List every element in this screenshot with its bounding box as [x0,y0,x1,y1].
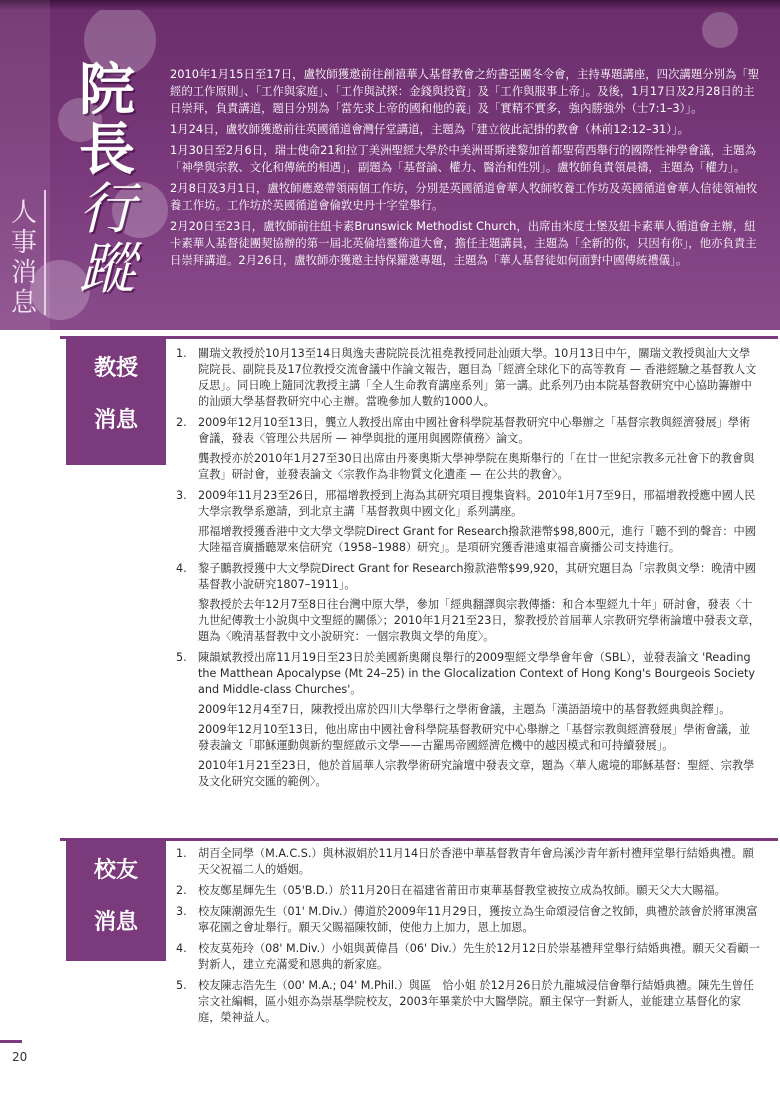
itinerary-paragraph: 2010年1月15日至17日，盧牧師獲邀前往創禧華人基督教會之約書亞團冬令會，主持專題講座，四次講題分別為「聖經的工作原則」、「工作與家庭」、「工作與試探：金錢與投資」及「工作與服事上帝」。及後，1月17日及2月28日的主日崇拜，負責講道，題目分別為「當先求上帝的國和他的義」及「實精不實多，強內勝強外（士7:1–3）」。 [170,67,760,115]
list-item: 1. 胡百全同學（M.A.C.S.）與林淑娟於11月14日於香港中華基督教青年會烏溪沙青年新村禮拜堂舉行結婚典禮。願天父祝福二人的婚姻。 [176,847,754,876]
faculty-news-tag: 教授 消息 [66,339,166,465]
list-item: 5. 校友陳志浩先生（00' M.A.; 04' M.Phil.）與區 恰小姐 於12月26日於九龍城浸信會舉行結婚典禮。陳先生曾任宗文社編輯，區小姐亦為崇基學院校友，2003年畢業於中大醫學院。願主保守一對新人，並能建立基督化的家庭，榮神益人。 [176,979,755,1024]
itinerary-paragraph: 1月30日至2月6日，瑞士使命21和拉丁美洲聖經大學於中美洲哥斯達黎加首都聖荷西舉行的國際性神學會議，主題為「神學與宗教、文化和傳統的相遇」，副題為「基督論、權力、醫治和性別」。盧牧師負責領晨禱，主題為「權力」。 [170,143,757,174]
list-item: 3. 校友陳潮源先生（01' M.Div.）傳道於2009年11月29日，獲按立為生命頌浸信會之牧師，典禮於該會於將軍澳富寧花園之會址舉行。願天父賜福陳牧師，使他力上加力，恩上加恩。 [176,905,758,934]
itinerary-paragraph: 2月8日及3月1日，盧牧師應邀帶領兩個工作坊，分別是英國循道會華人牧師牧養工作坊及英國循道會華人信徒領袖牧養工作坊。工作坊於英國循道會倫敦史丹十字堂舉行。 [170,181,758,212]
side-divider [44,190,46,315]
list-item: 3. 2009年11月23至26日，邢福增教授到上海為其研究項目搜集資料。2010年1月7至9日，邢福增教授應中國人民大學宗教學系邀請，到北京主講「基督教與中國文化」系列講座。 邢福增教授獲香港中文大學文學院Direct Grant for Research撥款港幣$98,800元，進行「聽不到的聲音：中國大陸福音廣播聽眾來信研究（1958–1988）研究」。是項研究獲香港遠東福音廣播公司支持進行。 [176,489,756,554]
top-shade [0,0,780,10]
itinerary-paragraph: 1月24日，盧牧師獲邀前往英國循道會灣仔堂講道，主題為「建立彼此記掛的教會（林前12:12–31）」。 [170,122,689,136]
list-item: 2. 2009年12月10至13日，龔立人教授出席由中國社會科學院基督教研究中心舉辦之「基督宗教與經濟發展」學術會議，發表〈管理公共居所 — 神學與批的運用與國際債務〉論文。 龔教授亦於2010年1月27至30日出席由丹麥奧斯大學神學院在奧斯舉行的「在廿一世紀宗教多元社會下的教會與宣教」研討會，並發表論文〈宗教作為非物質文化遺產 — 在公共的教會〉。 [176,416,755,481]
header-banner [0,0,780,330]
faculty-news-list [170,346,760,795]
list-item: 2. 校友鄭星輝先生（05'B.D.）於11月20日在福建省莆田市東華基督教堂被按立成為牧師。願天父大大賜福。 [176,884,726,897]
section-label: 人 事 消 息 [10,198,37,318]
section-rule [60,838,778,841]
alumni-news-tag: 校友 消息 [66,841,166,961]
list-item: 5. 陳韻斌教授出席11月19日至23日於美國新奧爾良舉行的2009聖經文學學會年會（SBL），並發表論文 'Reading the Matthean Apocalypse (Mt 24–25) in the Glocalization Context of Hong Kong's Bourgeois Society and Middle-class Churches'。 2009年12月4至7日，陳教授出席於四川大學舉行之學術會議，主題為「漢語語境中的基督教經典與詮釋」。 2009年12月10至13日，他出席由中國社會科學院基督教研究中心舉辦之「基督宗教與經濟發展」學術會議，並發表論文「耶穌運動與新約聖經啟示文學——古羅馬帝國經濟危機中的越因模式和可持續發展」。 2010年1月21至23日，他於首屆華人宗教學術研究論壇中發表文章，題為〈華人處境的耶穌基督：聖經、宗教學及文化研究交匯的範例〉。 [176,651,755,788]
alumni-news-list [170,846,760,1031]
list-item: 4. 黎子鵬教授獲中大文學院Direct Grant for Research撥款港幣$99,920，其研究題目為「宗教與文學：晚清中國基督教小說研究1807–1911」。 黎教授於去年12月7至8日往台灣中原大學，參加「經典翻譯與宗教傳播：和合本聖經九十年」研討會，發表〈十九世紀傳教士小說與中文聖經的關係〉；2010年1月21至23日，黎教授於首屆華人宗教研究學術論壇中發表文章，題為〈晚清基督教中文小說研究：一個宗教與文學的角度〉。 [176,562,760,643]
itinerary-paragraph: 2月20日至23日，盧牧師前往紐卡素Brunswick Methodist Church，出席由米度士堡及紐卡素華人循道會主辦，紐卡素華人基督徒團契協辦的第一屆北英倫培靈佈道大會，擔任主題講員，主題為「全新的你，只因有你」，他亦負責主日崇拜講道。2月26日，盧牧師亦獲邀主持保羅邀專題，主題為「華人基督徒如何面對中國傳統禮儀」。 [170,219,757,267]
president-itinerary [170,66,760,273]
list-item: 1. 關瑞文教授於10月13至14日與逸夫書院院長沈祖堯教授同赴汕頭大學。10月13日中午，關瑞文教授與汕大文學院院長、副院長及17位教授交流會議中作論文報告，題目為「經濟全球化下的高等教育 — 香港經驗之基督教人文反思」。同日晚上隨同沈教授主講「全人生命教育講座系列」第一講。此系列乃由本院基督教研究中心協助籌辦中的汕頭大學基督教研究中心主辦。當晚參加人數約1000人。 [176,347,757,408]
list-item: 4. 校友莫苑玲（08' M.Div.）小姐與黃偉昌（06' Div.）先生於12月12日於崇基禮拜堂舉行結婚典禮。願天父看顧一對新人，建立充滿愛和恩典的新家庭。 [176,942,760,971]
footer-bar [0,1040,22,1043]
page-title: 院 長 行 蹤 [79,57,135,302]
section-rule [60,336,778,339]
page-number: 20 [12,1050,28,1064]
